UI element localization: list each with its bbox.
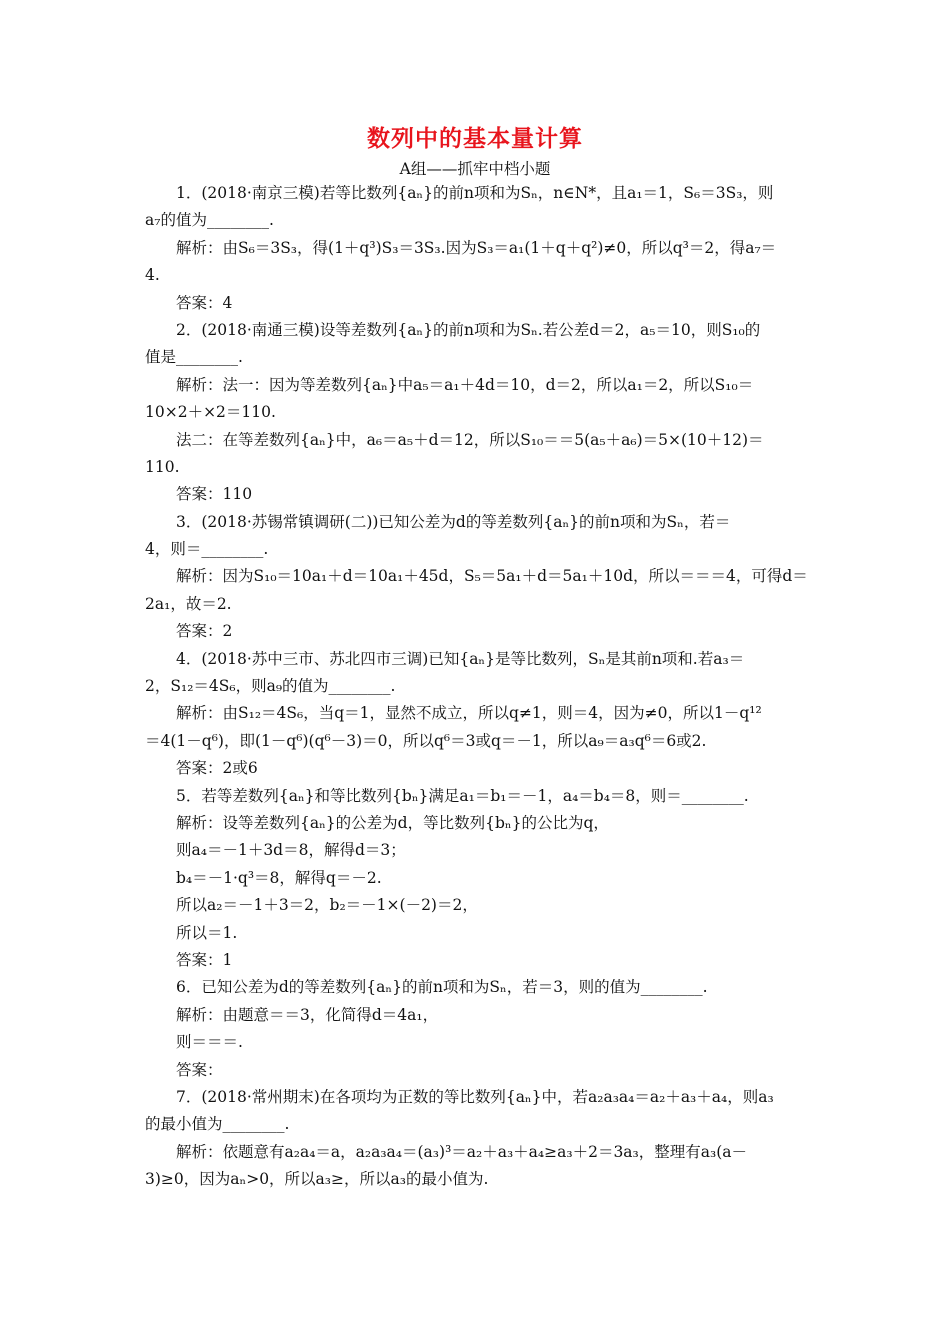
text-line: 答案：2 — [176, 622, 233, 641]
text-line: 解析：由题意＝＝3，化简得d＝4a₁， — [176, 1005, 439, 1024]
text-line: b₄＝－1·q³＝8，解得q＝－2. — [176, 868, 382, 887]
text-line: 4. — [145, 266, 160, 285]
text-line: 则a₄＝－1＋3d＝8，解得d＝3； — [176, 841, 406, 860]
text-line: 110. — [145, 457, 180, 476]
text-line: 答案：1 — [176, 950, 233, 969]
text-line: 3)≥0，因为aₙ>0，所以a₃≥，所以a₃的最小值为. — [145, 1170, 489, 1189]
text-line: 2a₁，故＝2. — [145, 594, 232, 613]
text-line: 答案：4 — [176, 293, 233, 312]
text-line: 1．(2018·南京三模)若等比数列{aₙ}的前n项和为Sₙ，n∈N*，且a₁＝1，S₆＝3S₃，则 — [176, 184, 774, 202]
text-line: 4．(2018·苏中三市、苏北四市三调)已知{aₙ}是等比数列，Sₙ是其前n项和.若a₃＝ — [176, 649, 745, 668]
document-body — [145, 180, 809, 1193]
text-line: 6．已知公差为d的等差数列{aₙ}的前n项和为Sₙ，若＝3，则的值为________. — [176, 978, 708, 997]
text-line: 法二：在等差数列{aₙ}中，a₆＝a₅＋d＝12，所以S₁₀＝＝5(a₅＋a₆)＝5×(10＋12)＝ — [176, 430, 764, 449]
text-line: 3．(2018·苏锡常镇调研(二))已知公差为d的等差数列{aₙ}的前n项和为Sₙ，若＝ — [176, 512, 731, 531]
text-line: 解析：由S₆＝3S₃，得(1＋q³)S₃＝3S₃.因为S₃＝a₁(1＋q＋q²)≠0，所以q³＝2，得a₇＝ — [176, 238, 777, 257]
section-subtitle: A组——抓牢中档小题 — [399, 160, 551, 178]
text-line: 答案：2或6 — [176, 759, 258, 778]
text-line: ＝4(1－q⁶)，即(1－q⁶)(q⁶－3)＝0，所以q⁶＝3或q＝－1，所以a₉＝a₃q⁶＝6或2. — [145, 731, 707, 750]
text-line: 则＝＝＝. — [176, 1033, 243, 1052]
text-line: 解析：由S₁₂＝4S₆，当q＝1，显然不成立，所以q≠1，则＝4，因为≠0，所以1－q¹² — [176, 704, 762, 723]
text-line: 2．(2018·南通三模)设等差数列{aₙ}的前n项和为Sₙ.若公差d＝2，a₅＝10，则S₁₀的 — [176, 320, 761, 339]
text-line: 解析：法一：因为等差数列{aₙ}中a₅＝a₁＋4d＝10，d＝2，所以a₁＝2，所以S₁₀＝ — [176, 375, 754, 394]
text-line: 答案： — [176, 1060, 223, 1079]
text-line: 4，则＝________. — [145, 540, 269, 559]
text-line: 10×2＋×2＝110. — [145, 403, 276, 422]
page-title: 数列中的基本量计算 — [367, 126, 583, 152]
text-line: 答案：110 — [176, 485, 253, 504]
text-line: 所以＝1. — [176, 923, 238, 942]
text-line: 7．(2018·常州期末)在各项均为正数的等比数列{aₙ}中，若a₂a₃a₄＝a₂＋a₃＋a₄，则a₃ — [176, 1087, 774, 1106]
text-line: 的最小值为________. — [145, 1115, 290, 1134]
text-line: 2，S₁₂＝4S₆，则a₉的值为________. — [145, 677, 396, 696]
text-line: 值是________. — [145, 348, 243, 367]
text-line: 解析：因为S₁₀＝10a₁＋d＝10a₁＋45d，S₅＝5a₁＋d＝5a₁＋10d，所以＝＝＝4，可得d＝ — [176, 567, 808, 586]
text-line: 所以a₂＝－1＋3＝2，b₂＝－1×(－2)＝2， — [176, 896, 478, 915]
text-line: 5．若等差数列{aₙ}和等比数列{bₙ}满足a₁＝b₁＝－1，a₄＝b₄＝8，则＝________. — [176, 786, 749, 805]
text-line: 解析：设等差数列{aₙ}的公差为d，等比数列{bₙ}的公比为q， — [176, 813, 609, 832]
text-line: a₇的值为________. — [145, 211, 274, 230]
text-line: 解析：依题意有a₂a₄＝a，a₂a₃a₄＝(a₃)³＝a₂＋a₃＋a₄≥a₃＋2＝3a₃，整理有a₃(a－ — [176, 1142, 748, 1161]
